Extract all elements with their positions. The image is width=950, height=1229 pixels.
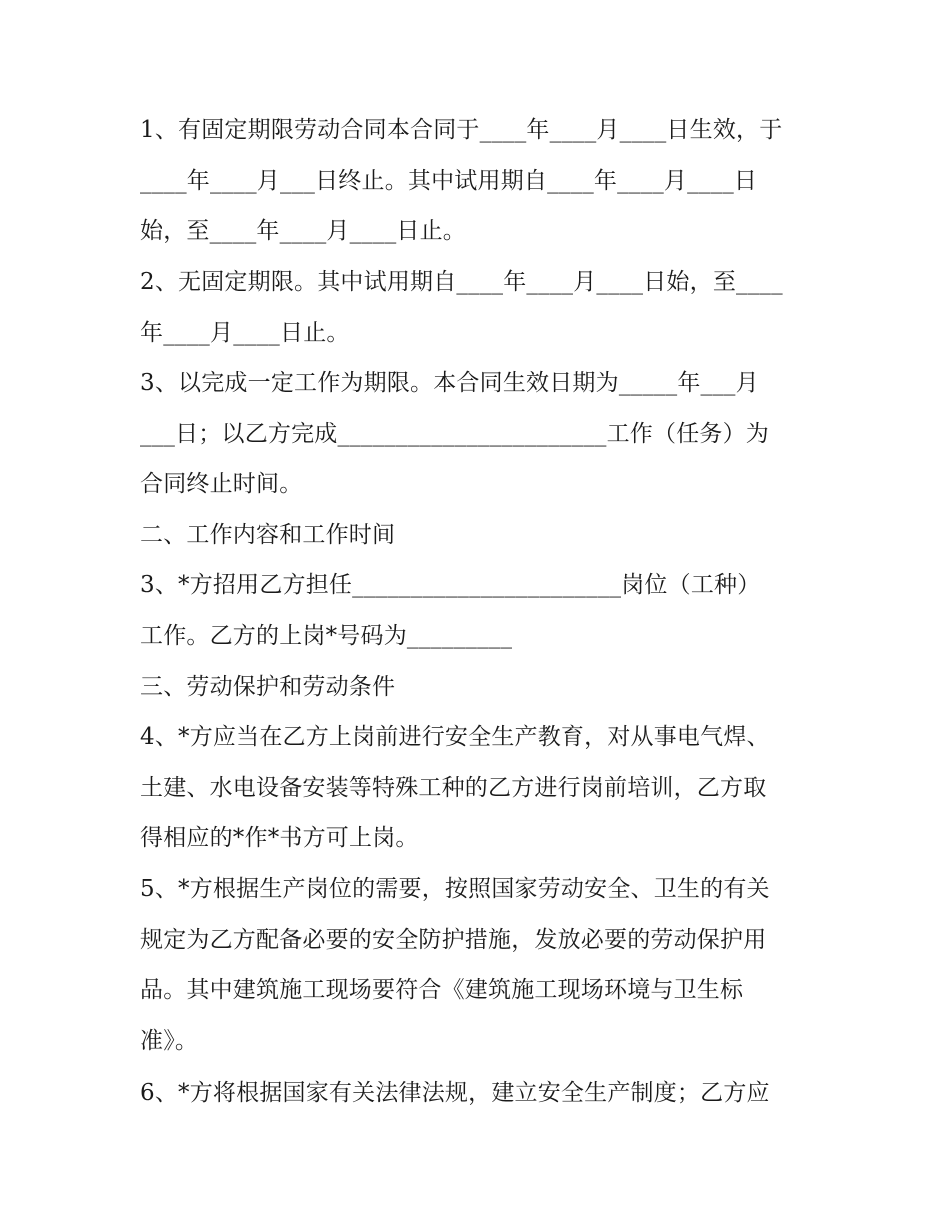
clause-5-line-1: 5、*方根据生产岗位的需要，按照国家劳动安全、卫生的有关 [140, 876, 770, 902]
section-heading-3: 三、劳动保护和劳动条件 [140, 674, 396, 700]
clause-2-line-2: 年____月____日止。 [140, 320, 350, 346]
clause-4-line-3: 得相应的*作*书方可上岗。 [140, 825, 419, 851]
clause-2-line-1: 2、无固定期限。其中试用期自____年____月____日始，至____ [140, 269, 783, 295]
clause-3-line-3: 合同终止时间。 [140, 471, 303, 497]
clause-3-line-2: ___日；以乙方完成_______________________工作（任务）为 [140, 421, 769, 447]
section-heading-2: 二、工作内容和工作时间 [140, 522, 396, 548]
clause-5-line-3: 品。其中建筑施工现场要符合《建筑施工现场环境与卫生标 [140, 977, 744, 1003]
clause-3-line-1: 3、以完成一定工作为期限。本合同生效日期为_____年___月 [140, 370, 759, 396]
clause-5-line-2: 规定为乙方配备必要的安全防护措施，发放必要的劳动保护用 [140, 927, 767, 953]
clause-3b-line-2: 工作。乙方的上岗*号码为_________ [140, 623, 513, 649]
clause-1-line-1: 1、有固定期限劳动合同本合同于____年____月____日生效，于 [140, 117, 783, 143]
clause-6-line-1: 6、*方将根据国家有关法律法规，建立安全生产制度；乙方应 [140, 1080, 770, 1106]
clause-3b-line-1: 3、*方招用乙方担任_______________________岗位（工种） [140, 572, 761, 598]
clause-4-line-1: 4、*方应当在乙方上岗前进行安全生产教育，对从事电气焊、 [140, 724, 770, 750]
clause-5-line-4: 准》。 [140, 1028, 199, 1054]
clause-1-line-3: 始，至____年____月____日止。 [140, 218, 466, 244]
clause-4-line-2: 土建、水电设备安装等特殊工种的乙方进行岗前培训，乙方取 [140, 775, 767, 801]
clause-1-line-2: ____年____月___日终止。其中试用期自____年____月____日 [140, 168, 758, 194]
